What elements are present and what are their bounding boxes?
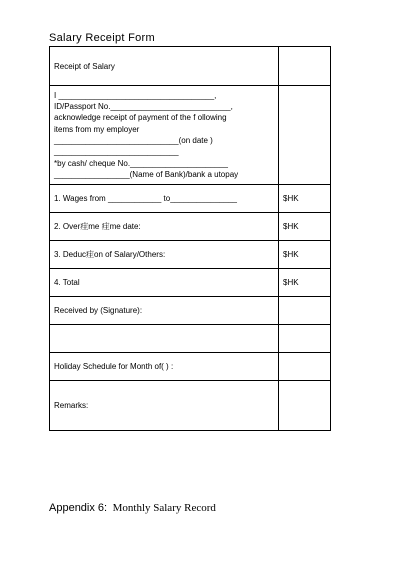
deduction-label: 3. Deduc疰on of Salary/Others: xyxy=(50,241,279,269)
table-row xyxy=(50,213,331,241)
heading-value-cell xyxy=(279,47,331,86)
table-row xyxy=(50,381,331,431)
blank-cell xyxy=(50,325,279,353)
remarks-label: Remarks: xyxy=(50,381,279,431)
ack-line: acknowledge receipt of payment of the f ollowing xyxy=(54,113,227,123)
heading-row xyxy=(50,47,331,86)
overtime-amount: $HK xyxy=(279,213,331,241)
acknowledgement-block xyxy=(50,86,279,185)
table-row xyxy=(50,241,331,269)
signature-cell xyxy=(279,297,331,325)
appendix-text: Monthly Salary Record xyxy=(112,502,216,514)
ack-line: I ___________________________________, xyxy=(54,90,217,100)
form-title: Salary Receipt Form xyxy=(49,32,155,44)
table-row xyxy=(50,269,331,297)
total-label: 4. Total xyxy=(50,269,279,297)
wages-amount: $HK xyxy=(279,185,331,213)
ack-line: *by cash/ cheque No.______________________ xyxy=(54,158,228,168)
wages-label: 1. Wages from ____________ to_______________ xyxy=(50,185,279,213)
total-amount: $HK xyxy=(279,269,331,297)
acknowledgement-value-cell xyxy=(279,86,331,185)
receipt-heading: Receipt of Salary xyxy=(50,47,279,86)
holiday-schedule-label: Holiday Schedule for Month of( ) : xyxy=(50,353,279,381)
table-row xyxy=(50,185,331,213)
holiday-value-cell xyxy=(279,353,331,381)
ack-line: items from my employer xyxy=(54,124,140,134)
ack-line: _________________(Name of Bank)/bank a utopay xyxy=(54,169,239,179)
blank-value-cell xyxy=(279,325,331,353)
deduction-amount: $HK xyxy=(279,241,331,269)
overtime-label: 2. Over疰me 疰me date: xyxy=(50,213,279,241)
acknowledgement-row xyxy=(50,86,331,185)
remarks-value-cell xyxy=(279,381,331,431)
ack-line: ____________________________(on date ) xyxy=(54,136,213,145)
received-by-label: Received by (Signature): xyxy=(50,297,279,325)
appendix-label: Appendix 6: xyxy=(49,502,108,514)
table-row xyxy=(50,297,331,325)
table-row xyxy=(50,353,331,381)
table-row xyxy=(50,325,331,353)
appendix-heading xyxy=(49,502,216,514)
salary-receipt-table xyxy=(49,46,331,431)
ack-line: ID/Passport No.___________________________, xyxy=(54,102,233,112)
ack-line: ____________________________ xyxy=(54,147,179,157)
